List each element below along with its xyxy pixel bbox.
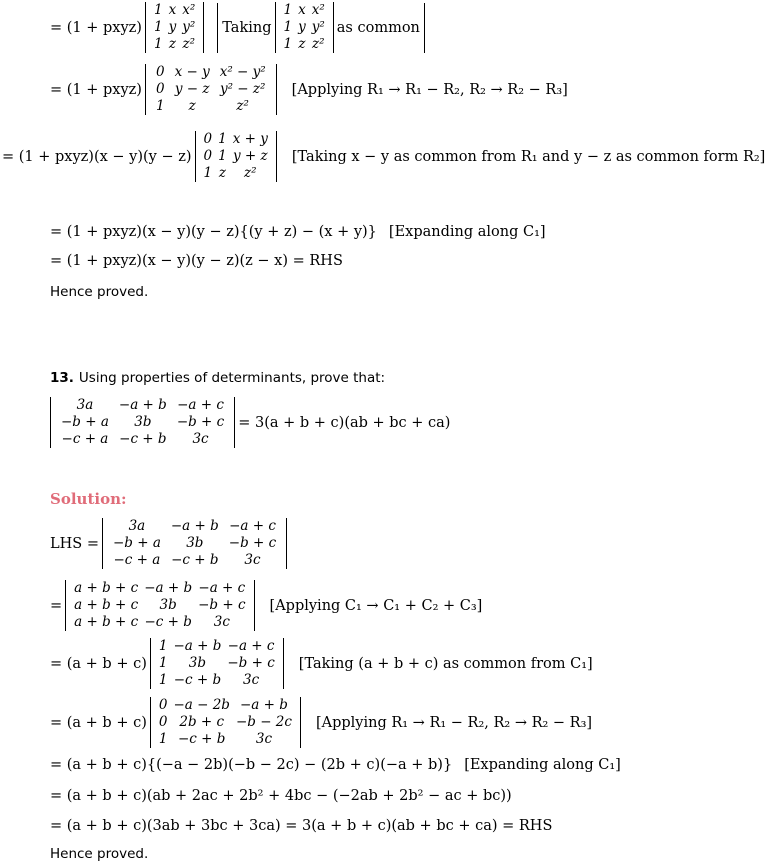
matrix-cell: −a + b [240, 697, 288, 713]
sol-step-1: LHS = 3a −a + b −a + c −b + a 3b −b + c −c + a −c + b 3c [50, 518, 290, 569]
matrix-cell: 0 [203, 131, 213, 147]
matrix-cell: −c + b [144, 614, 192, 630]
matrix-cell: 1 [158, 731, 168, 747]
sol-step-2: = a + b + c −a + b −a + c a + b + c 3b −b + c a + b + c −c + b 3c [Applying C₁ → C₁ + C₂ + C₃] [50, 580, 483, 630]
matrix-cell: x² − y² [219, 64, 266, 80]
step-3-lhs: = (1 + pxyz)(x − y)(y − z) [2, 148, 192, 165]
matrix-cell: −c + a [61, 431, 109, 447]
step-1-lhs: = (1 + pxyz) [50, 19, 142, 36]
matrix-cell: 0 [203, 148, 213, 164]
matrix-cell: −a + c [177, 397, 224, 413]
matrix-cell: −c + b [119, 431, 167, 447]
sol-step-5: = (a + b + c){(−a − 2b)(−b − 2c) − (2b + c)(−a + b)} [Expanding along C₁] [50, 757, 621, 773]
matrix-cell: −b − 2c [235, 714, 292, 730]
matrix-cell: 3b [188, 655, 207, 671]
hence-proved-1: Hence proved. [50, 284, 149, 300]
matrix-cell: 3a [128, 518, 146, 534]
matrix-cell: a + b + c [74, 614, 139, 630]
hence-proved-2: Hence proved. [50, 846, 149, 862]
matrix-cell: 1 [153, 19, 163, 35]
matrix-cell: −a + b [118, 397, 167, 413]
matrix-cell: y² − z² [219, 81, 266, 97]
matrix-cell: z² [311, 36, 325, 52]
sol-step-7: = (a + b + c)(3ab + 3bc + 3ca) = 3(a + b + c)(ab + bc + ca) = RHS [50, 818, 553, 834]
matrix-cell: −b + c [227, 655, 275, 671]
matrix-cell: −a + b [170, 518, 219, 534]
step-4: = (1 + pxyz)(x − y)(y − z){(y + z) − (x + y)} [Expanding along C₁] [50, 224, 546, 240]
matrix-cell: y [298, 19, 306, 35]
step-5: = (1 + pxyz)(x − y)(y − z)(z − x) = RHS [50, 253, 343, 269]
matrix-cell: −c + a [113, 552, 161, 568]
step-3-note: [Taking x − y as common from R₁ and y − z as common form R₂] [291, 148, 765, 165]
matrix-cell: 1 [283, 36, 293, 52]
det-3 [195, 131, 277, 182]
question-13 [50, 370, 385, 386]
matrix-cell: 1 [155, 98, 165, 114]
question-equation [50, 397, 450, 448]
matrix-cell: x [298, 2, 306, 18]
matrix-cell: z² [182, 36, 195, 52]
matrix-cell: 1 [158, 655, 168, 671]
step-2-note: [Applying R₁ → R₁ − R₂, R₂ → R₂ − R₃] [291, 81, 568, 98]
matrix-cell: 3b [186, 535, 204, 551]
matrix-cell: −b + a [112, 535, 161, 551]
matrix-cell: x − y [174, 64, 210, 80]
step-1 [50, 2, 425, 53]
matrix-cell: 3c [242, 672, 260, 688]
det-s2 [65, 580, 254, 631]
matrix-cell: −a − 2b [173, 697, 230, 713]
matrix-cell: 1 [218, 131, 227, 147]
matrix-cell: 0 [158, 714, 168, 730]
det-2 [145, 64, 277, 115]
matrix-cell: 3c [213, 614, 230, 630]
sol-step-4: = (a + b + c) 0 −a − 2b −a + b 0 2b + c −b − 2c 1 −c + b 3c [Applying R₁ → R₁ − R₂, R₂ → R₂ − R₃] [50, 697, 593, 747]
matrix-cell: x [168, 2, 177, 18]
matrix-cell: y² [182, 19, 196, 35]
matrix-cell: −c + b [173, 672, 222, 688]
matrix-cell: 1 [153, 2, 163, 18]
matrix-cell: −b + c [228, 535, 277, 551]
matrix-cell: z [298, 36, 306, 52]
matrix-cell: −a + c [229, 518, 276, 534]
step-1-note: Taking 1 x x² 1 y y² 1 z z² as common [217, 3, 425, 53]
matrix-cell: 1 [158, 638, 168, 654]
matrix-cell: 1 [158, 672, 168, 688]
det-s4 [150, 697, 301, 748]
matrix-cell: z [168, 36, 176, 52]
step-3 [2, 131, 765, 182]
matrix-cell: −a + b [144, 580, 193, 596]
matrix-cell: 1 [153, 36, 163, 52]
matrix-cell: a + b + c [74, 580, 139, 596]
matrix-cell: 3b [159, 597, 177, 613]
det-1 [145, 2, 204, 53]
det-s1 [102, 518, 287, 569]
step-2 [50, 64, 568, 115]
matrix-cell: −c + b [177, 731, 226, 747]
matrix-cell: a + b + c [74, 597, 139, 613]
sol-step-3: = (a + b + c) 1 −a + b −a + c 1 3b −b + c 1 −c + b 3c [Taking (a + b + c) as common from C₁] [50, 638, 593, 688]
sol-step-6: = (a + b + c)(ab + 2ac + 2b² + 4bc − (−2ab + 2b² − ac + bc)) [50, 788, 512, 804]
matrix-cell: y + z [232, 148, 268, 164]
matrix-cell: 2b + c [179, 714, 225, 730]
det-q [50, 397, 235, 448]
step-2-lhs: = (1 + pxyz) [50, 81, 142, 98]
matrix-cell: −c + b [171, 552, 219, 568]
matrix-cell: 3c [244, 552, 261, 568]
question-rhs: = 3(a + b + c)(ab + bc + ca) [238, 414, 451, 431]
matrix-cell: 0 [155, 81, 165, 97]
matrix-cell: 0 [155, 64, 165, 80]
matrix-cell: z [188, 98, 196, 114]
matrix-cell: 3c [255, 731, 273, 747]
matrix-cell: y² [311, 19, 325, 35]
matrix-cell: 1 [283, 19, 293, 35]
det-1-note [275, 2, 334, 53]
solution-heading: Solution: [50, 490, 127, 508]
question-number: 13. [50, 370, 74, 386]
matrix-cell: y [168, 19, 177, 35]
matrix-cell: −a + c [227, 638, 275, 654]
matrix-cell: 1 [283, 2, 293, 18]
matrix-cell: z² [244, 165, 257, 181]
matrix-cell: z² [236, 98, 249, 114]
matrix-cell: 3b [134, 414, 152, 430]
matrix-cell: y − z [174, 81, 210, 97]
matrix-cell: −a + b [173, 638, 222, 654]
matrix-cell: 3a [76, 397, 94, 413]
question-text: Using properties of determinants, prove that: [78, 370, 386, 386]
matrix-cell: −b + c [176, 414, 225, 430]
matrix-cell: −a + c [198, 580, 246, 596]
matrix-cell: 3c [192, 431, 209, 447]
matrix-cell: 0 [158, 697, 168, 713]
matrix-cell: 1 [203, 165, 213, 181]
matrix-cell: 1 [218, 148, 227, 164]
matrix-cell: −b + c [198, 597, 246, 613]
matrix-cell: x² [311, 2, 325, 18]
matrix-cell: x + y [232, 131, 268, 147]
matrix-cell: x² [182, 2, 196, 18]
matrix-cell: z [218, 165, 226, 181]
det-s3 [150, 638, 284, 689]
matrix-cell: −b + a [61, 414, 109, 430]
